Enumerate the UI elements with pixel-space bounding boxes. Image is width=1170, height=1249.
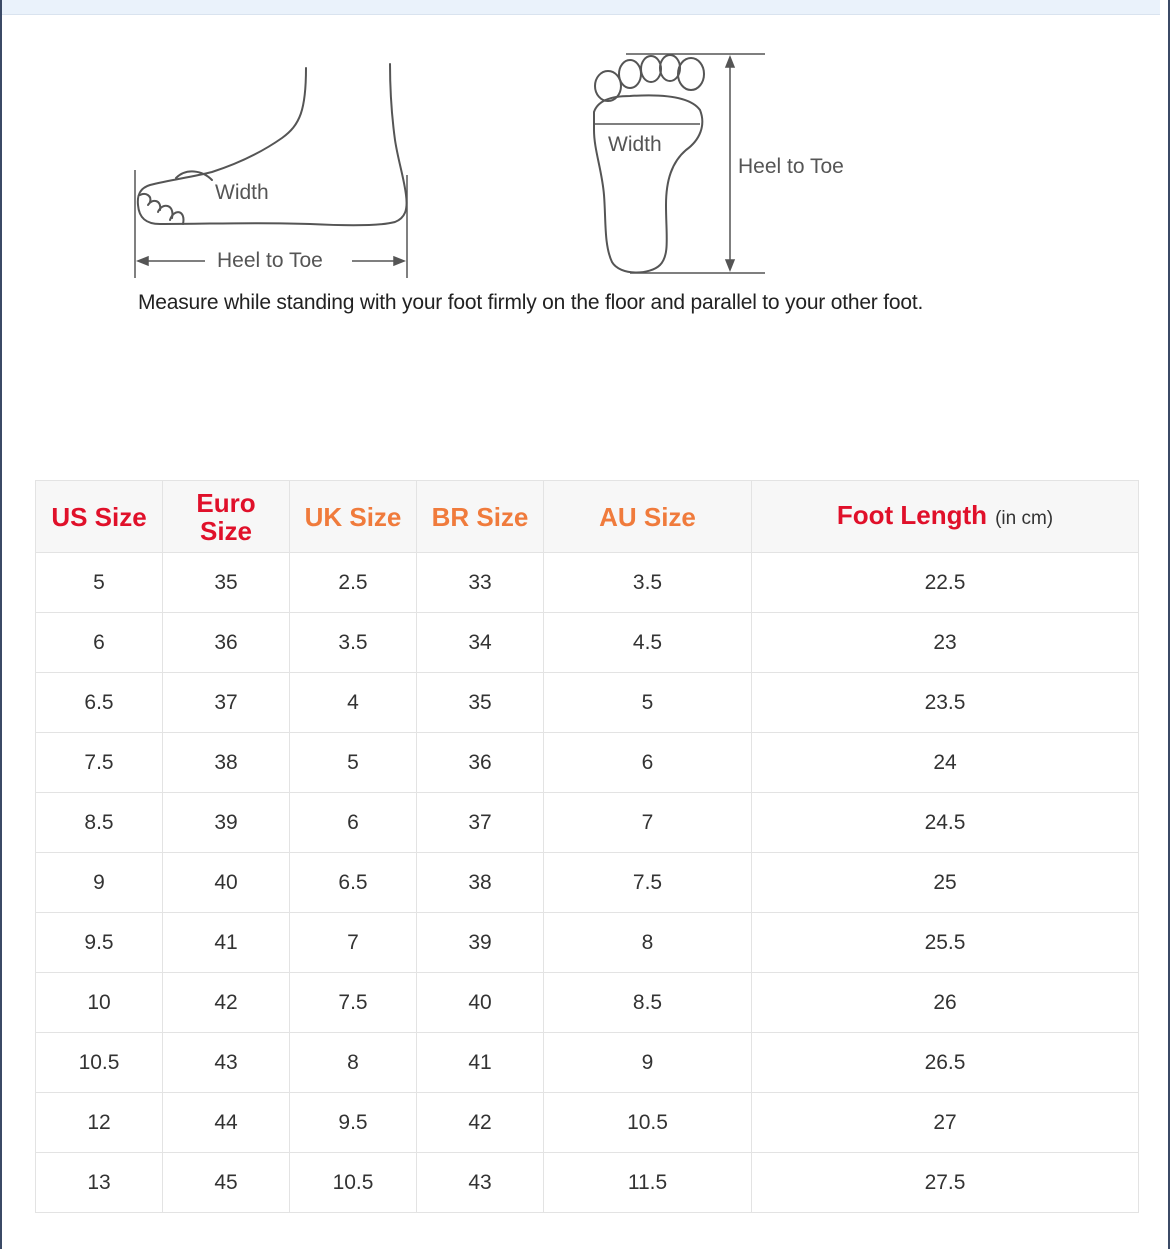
table-row (36, 793, 1139, 853)
cell-uk: 10.5 (290, 1153, 417, 1213)
cell-au: 10.5 (544, 1093, 752, 1153)
cell-us: 9 (36, 853, 163, 913)
cell-euro: 39 (163, 793, 290, 853)
table-row (36, 733, 1139, 793)
cell-uk: 5 (290, 733, 417, 793)
table-row (36, 973, 1139, 1033)
header-br-size: BR Size (417, 481, 544, 553)
table-row (36, 1093, 1139, 1153)
cell-au: 5 (544, 673, 752, 733)
cell-au: 3.5 (544, 553, 752, 613)
cell-foot-length: 26 (752, 973, 1139, 1033)
cell-br: 35 (417, 673, 544, 733)
cell-br: 43 (417, 1153, 544, 1213)
cell-us: 12 (36, 1093, 163, 1153)
table-row (36, 1153, 1139, 1213)
cell-uk: 7 (290, 913, 417, 973)
cell-foot-length: 26.5 (752, 1033, 1139, 1093)
header-foot-length-label: Foot Length (836, 499, 988, 530)
header-foot-length-unit: (in cm) (995, 507, 1054, 529)
cell-br: 37 (417, 793, 544, 853)
cell-foot-length: 27 (752, 1093, 1139, 1153)
foot-illustrations (0, 0, 1170, 340)
cell-foot-length: 22.5 (752, 553, 1139, 613)
header-au-size: AU Size (544, 481, 752, 553)
cell-uk: 8 (290, 1033, 417, 1093)
header-uk-size: UK Size (290, 481, 417, 553)
sole-width-label: Width (608, 133, 662, 156)
cell-euro: 44 (163, 1093, 290, 1153)
measurement-instruction: Measure while standing with your foot firmly on the floor and parallel to your other foot. (138, 291, 924, 314)
cell-au: 11.5 (544, 1153, 752, 1213)
cell-uk: 3.5 (290, 613, 417, 673)
cell-au: 7.5 (544, 853, 752, 913)
cell-au: 9 (544, 1033, 752, 1093)
cell-uk: 2.5 (290, 553, 417, 613)
cell-euro: 43 (163, 1033, 290, 1093)
cell-br: 34 (417, 613, 544, 673)
sole-heel-to-toe-label: Heel to Toe (738, 155, 844, 178)
cell-us: 5 (36, 553, 163, 613)
table-row (36, 613, 1139, 673)
cell-au: 6 (544, 733, 752, 793)
table-row (36, 673, 1139, 733)
size-chart-table (35, 480, 1139, 1213)
sole-view-foot-icon (594, 55, 704, 273)
cell-us: 10 (36, 973, 163, 1033)
cell-foot-length: 25.5 (752, 913, 1139, 973)
cell-us: 6 (36, 613, 163, 673)
cell-au: 4.5 (544, 613, 752, 673)
cell-euro: 38 (163, 733, 290, 793)
cell-uk: 9.5 (290, 1093, 417, 1153)
cell-br: 42 (417, 1093, 544, 1153)
cell-us: 9.5 (36, 913, 163, 973)
cell-euro: 37 (163, 673, 290, 733)
cell-us: 8.5 (36, 793, 163, 853)
cell-br: 39 (417, 913, 544, 973)
size-chart-body (36, 553, 1139, 1213)
cell-uk: 6.5 (290, 853, 417, 913)
cell-uk: 7.5 (290, 973, 417, 1033)
header-us-size: US Size (36, 481, 163, 553)
cell-us: 13 (36, 1153, 163, 1213)
cell-foot-length: 25 (752, 853, 1139, 913)
table-row (36, 1033, 1139, 1093)
cell-foot-length: 23.5 (752, 673, 1139, 733)
side-heel-to-toe-label: Heel to Toe (217, 249, 323, 272)
cell-au: 8 (544, 913, 752, 973)
cell-euro: 45 (163, 1153, 290, 1213)
cell-au: 8.5 (544, 973, 752, 1033)
cell-foot-length: 27.5 (752, 1153, 1139, 1213)
header-euro-line1: Euro (196, 487, 256, 518)
cell-us: 7.5 (36, 733, 163, 793)
cell-us: 10.5 (36, 1033, 163, 1093)
cell-uk: 4 (290, 673, 417, 733)
cell-br: 41 (417, 1033, 544, 1093)
cell-au: 7 (544, 793, 752, 853)
cell-euro: 36 (163, 613, 290, 673)
cell-us: 6.5 (36, 673, 163, 733)
cell-euro: 41 (163, 913, 290, 973)
cell-br: 36 (417, 733, 544, 793)
header-euro-size (163, 481, 290, 553)
cell-foot-length: 24 (752, 733, 1139, 793)
header-euro-line2: Size (199, 515, 253, 546)
cell-uk: 6 (290, 793, 417, 853)
table-row (36, 913, 1139, 973)
cell-br: 40 (417, 973, 544, 1033)
side-view-foot-icon (138, 64, 407, 225)
cell-euro: 42 (163, 973, 290, 1033)
table-header-row (36, 481, 1139, 553)
header-foot-length (752, 481, 1139, 553)
table-row (36, 553, 1139, 613)
table-row (36, 853, 1139, 913)
side-width-label: Width (215, 181, 269, 204)
cell-br: 33 (417, 553, 544, 613)
cell-foot-length: 24.5 (752, 793, 1139, 853)
cell-euro: 40 (163, 853, 290, 913)
measurement-diagrams (0, 0, 1170, 340)
cell-foot-length: 23 (752, 613, 1139, 673)
cell-br: 38 (417, 853, 544, 913)
cell-euro: 35 (163, 553, 290, 613)
